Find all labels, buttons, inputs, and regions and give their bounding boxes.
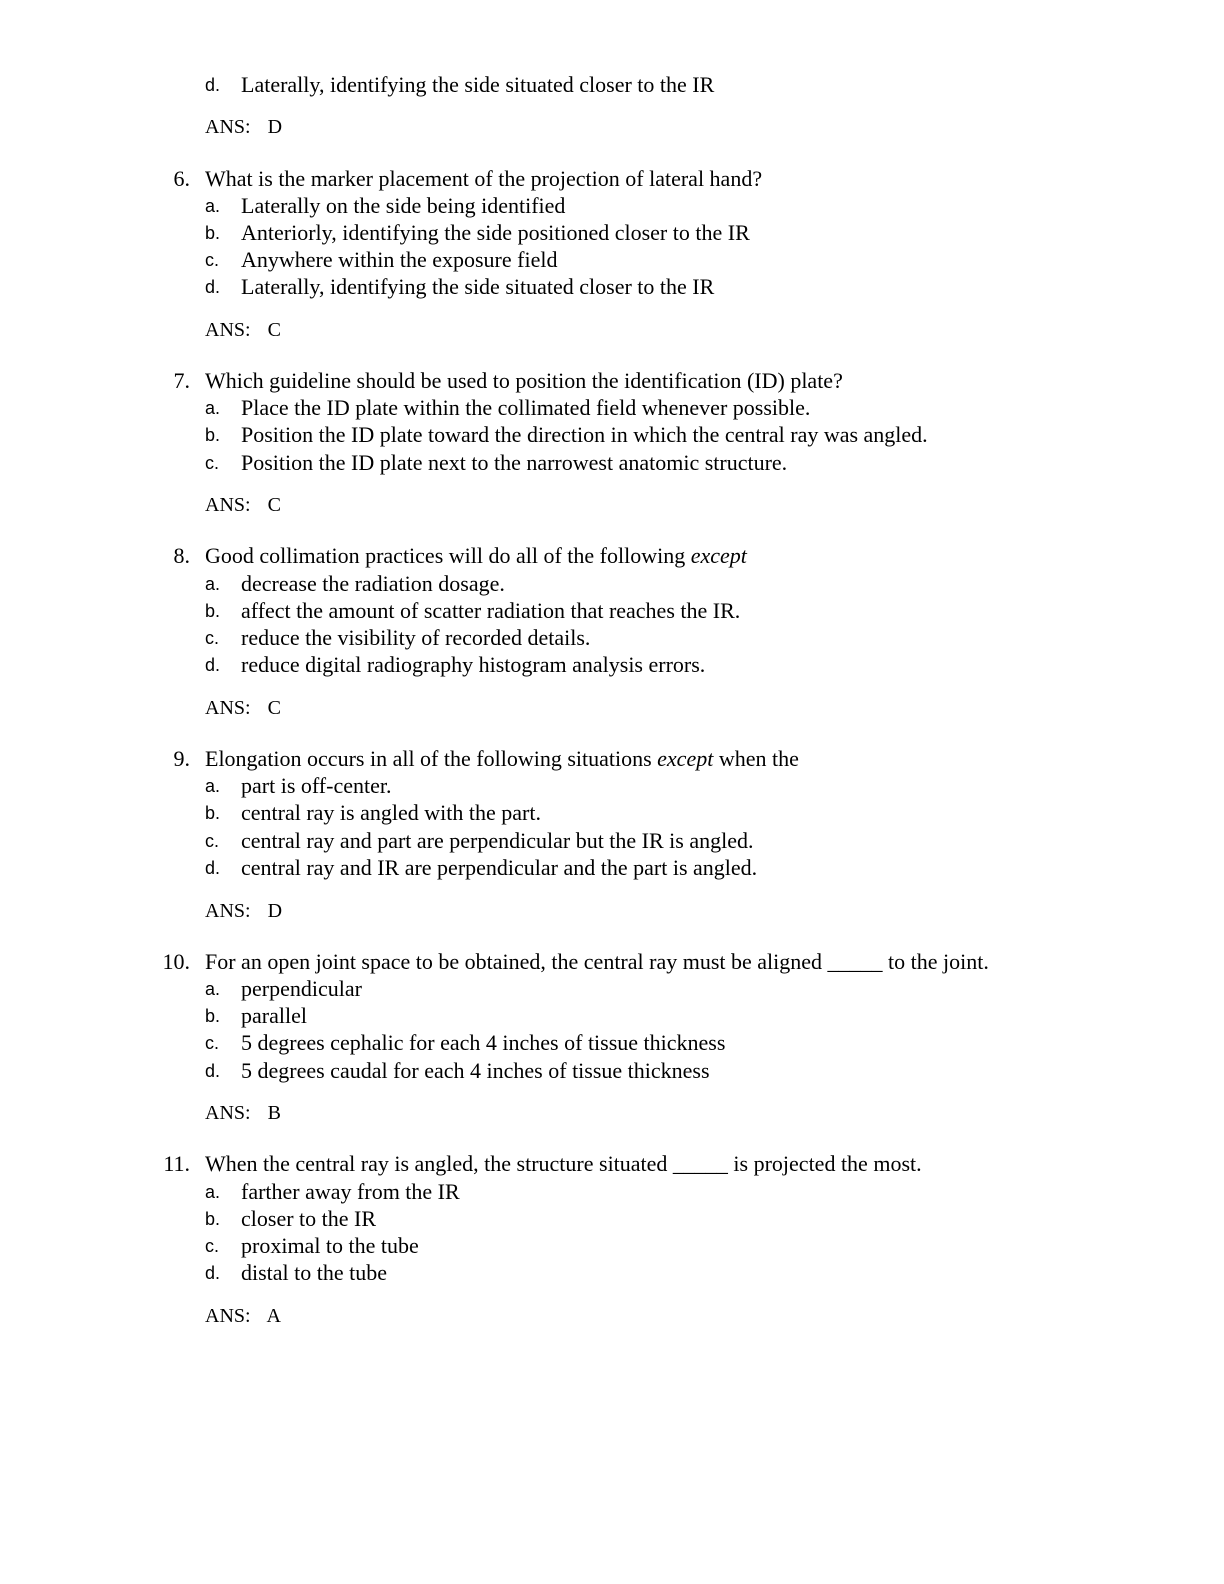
option-letter: d. xyxy=(205,1061,221,1081)
option-text: reduce digital radiography histogram analysis errors. xyxy=(241,652,706,677)
answer-label: ANS: xyxy=(205,1305,251,1327)
answer-value: D xyxy=(267,900,283,922)
answer-value: A xyxy=(266,1305,281,1327)
answer-label: ANS: xyxy=(205,697,251,719)
option-text: Laterally, identifying the side situated closer to the IR xyxy=(241,72,715,97)
option-letter: a. xyxy=(205,776,221,796)
option-text: part is off-center. xyxy=(241,773,392,798)
question-number: 10. xyxy=(162,949,190,974)
option-letter: c. xyxy=(205,831,220,851)
answer-line xyxy=(205,898,282,924)
option-letter: a. xyxy=(205,398,221,418)
answer-line xyxy=(205,695,281,721)
question-text-tail: when the xyxy=(718,746,799,771)
option-letter: b. xyxy=(205,601,221,621)
answer-line xyxy=(205,1100,281,1126)
option-text: Anteriorly, identifying the side positioned closer to the IR xyxy=(241,220,750,245)
answer-value: D xyxy=(267,116,283,138)
option-letter: c. xyxy=(205,250,220,270)
answer-label: ANS: xyxy=(205,1102,251,1124)
option-text: Place the ID plate within the collimated field whenever possible. xyxy=(241,395,811,420)
question-text: Which guideline should be used to position the identification (ID) plate? xyxy=(205,368,843,393)
option-text: Laterally on the side being identified xyxy=(241,193,566,218)
question-number: 11. xyxy=(163,1151,190,1176)
question-text-main: Good collimation practices will do all of the following xyxy=(205,543,686,568)
option-text: Position the ID plate next to the narrowest anatomic structure. xyxy=(241,450,788,475)
option-text: reduce the visibility of recorded details. xyxy=(241,625,591,650)
answer-value: B xyxy=(267,1102,281,1124)
option-letter: a. xyxy=(205,1182,221,1202)
question-text xyxy=(205,543,747,569)
option-text: Position the ID plate toward the direction in which the central ray was angled. xyxy=(241,422,928,447)
answer-line xyxy=(205,492,281,518)
option-letter: a. xyxy=(205,574,221,594)
question-text-main: Elongation occurs in all of the following situations xyxy=(205,746,652,771)
option-letter: c. xyxy=(205,1236,220,1256)
option-letter: d. xyxy=(205,858,221,878)
question-text-emphasis: except xyxy=(690,543,747,568)
option-text: distal to the tube xyxy=(241,1260,388,1285)
option-letter: c. xyxy=(205,1033,220,1053)
option-text: affect the amount of scatter radiation that reaches the IR. xyxy=(241,598,741,623)
question-number: 9. xyxy=(173,746,190,771)
option-letter: b. xyxy=(205,1006,221,1026)
option-text: central ray is angled with the part. xyxy=(241,800,541,825)
option-letter: d. xyxy=(205,1263,221,1283)
option-text: Laterally, identifying the side situated closer to the IR xyxy=(241,274,715,299)
question-number: 7. xyxy=(173,368,190,393)
option-text: closer to the IR xyxy=(241,1206,377,1231)
answer-label: ANS: xyxy=(205,116,251,138)
option-letter: d. xyxy=(205,277,221,297)
option-letter: b. xyxy=(205,1209,221,1229)
option-letter: a. xyxy=(205,979,221,999)
answer-value: C xyxy=(267,697,281,719)
answer-label: ANS: xyxy=(205,900,251,922)
question-number: 6. xyxy=(173,166,190,191)
question-text: What is the marker placement of the projection of lateral hand? xyxy=(205,166,763,191)
answer-value: C xyxy=(267,494,281,516)
answer-line xyxy=(205,114,282,140)
option-text: farther away from the IR xyxy=(241,1179,460,1204)
answer-line xyxy=(205,1303,281,1329)
answer-label: ANS: xyxy=(205,319,251,341)
option-text: 5 degrees cephalic for each 4 inches of tissue thickness xyxy=(241,1030,726,1055)
question-text: When the central ray is angled, the structure situated _____ is projected the most. xyxy=(205,1151,922,1176)
option-text: perpendicular xyxy=(241,976,362,1001)
option-letter: d. xyxy=(205,75,221,95)
option-letter: b. xyxy=(205,803,221,823)
question-number: 8. xyxy=(173,543,190,568)
answer-value: C xyxy=(267,319,281,341)
answer-label: ANS: xyxy=(205,494,251,516)
option-text: parallel xyxy=(241,1003,307,1028)
option-letter: d. xyxy=(205,655,221,675)
option-text: Anywhere within the exposure field xyxy=(241,247,558,272)
option-text: proximal to the tube xyxy=(241,1233,419,1258)
option-text: central ray and part are perpendicular but the IR is angled. xyxy=(241,828,754,853)
question-text xyxy=(205,746,799,772)
question-text-emphasis: except xyxy=(657,746,714,771)
option-text: central ray and IR are perpendicular and the part is angled. xyxy=(241,855,758,880)
question-text: For an open joint space to be obtained, the central ray must be aligned _____ to the joint. xyxy=(205,949,989,974)
option-letter: b. xyxy=(205,425,221,445)
option-letter: c. xyxy=(205,628,220,648)
option-text: decrease the radiation dosage. xyxy=(241,571,505,596)
option-letter: b. xyxy=(205,223,221,243)
answer-line xyxy=(205,317,281,343)
option-letter: a. xyxy=(205,196,221,216)
option-text: 5 degrees caudal for each 4 inches of tissue thickness xyxy=(241,1058,710,1083)
option-letter: c. xyxy=(205,453,220,473)
